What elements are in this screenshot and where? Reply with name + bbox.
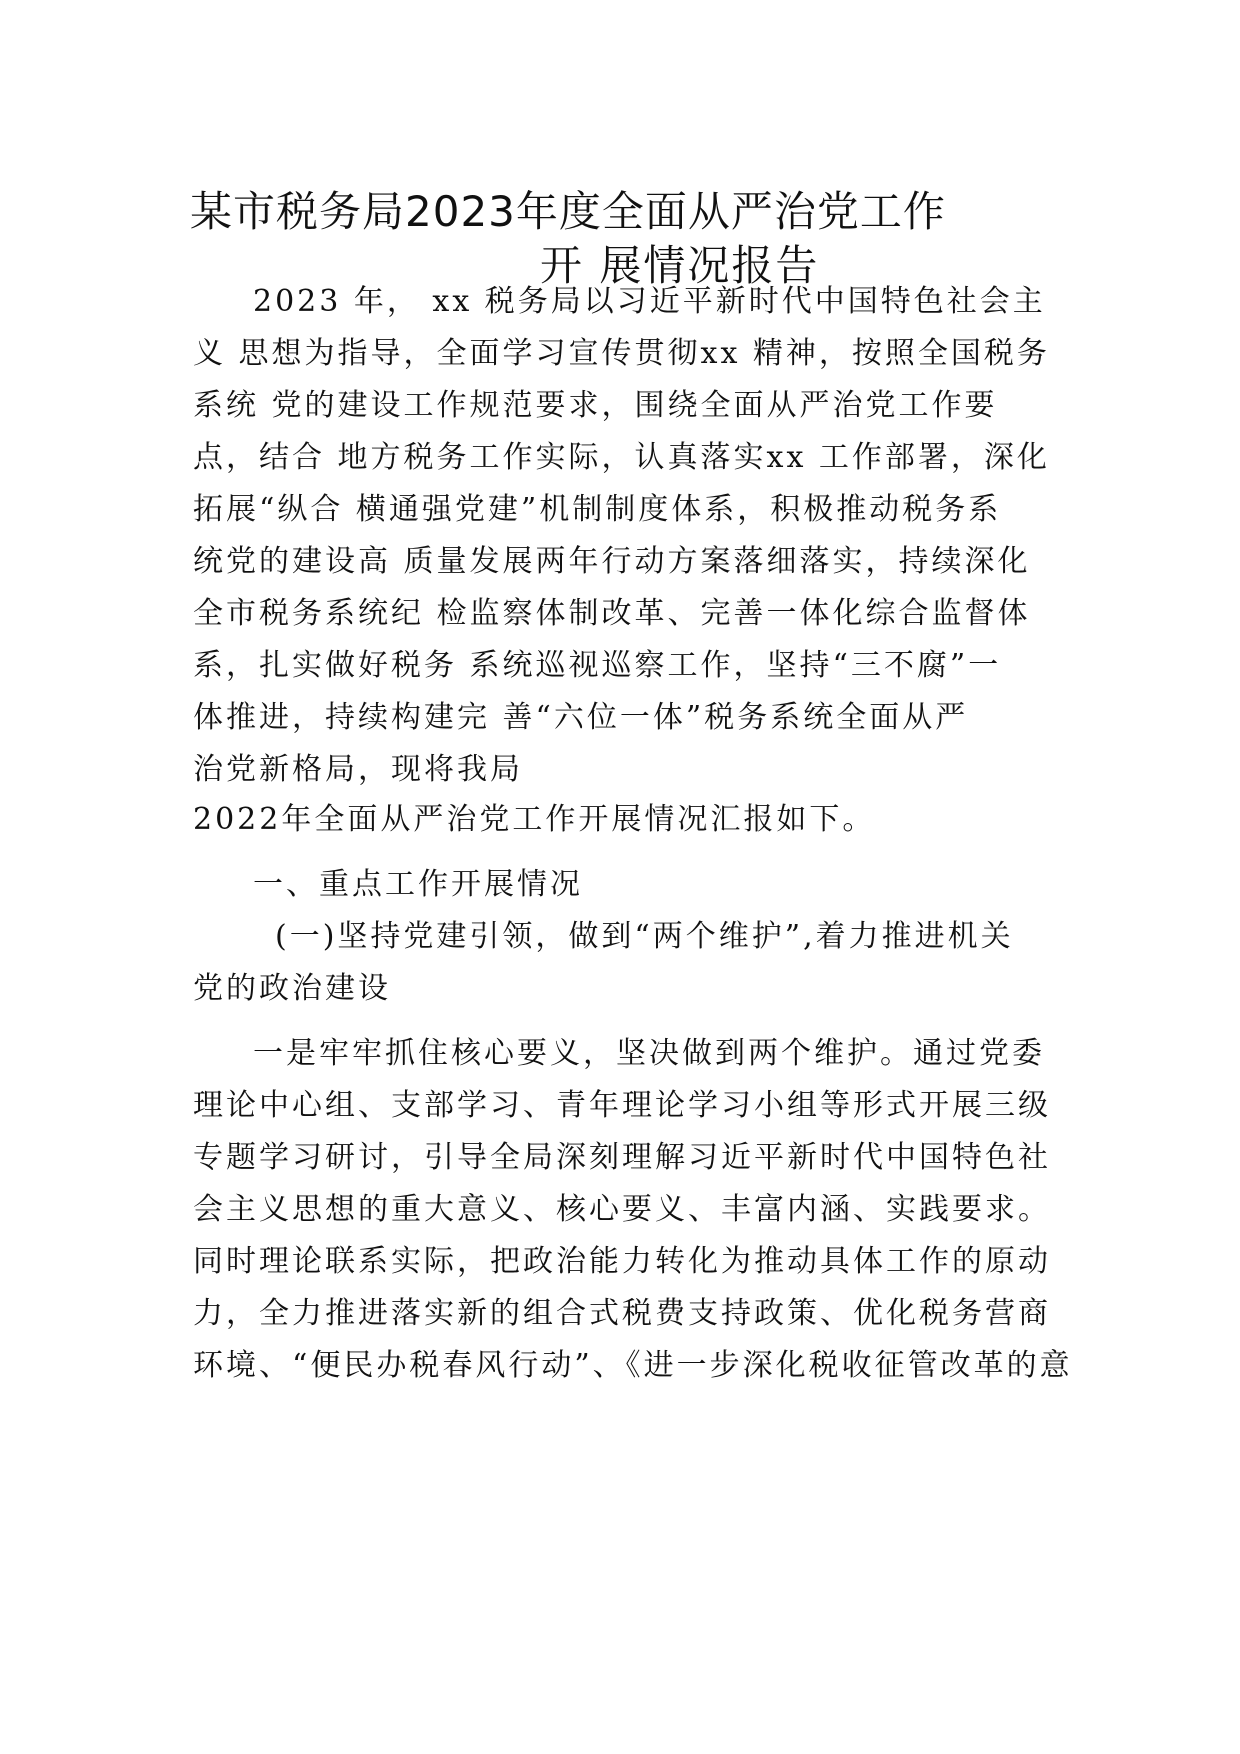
- body-line: 理论中心组、支部学习、青年理论学习小组等形式开展三级: [193, 1088, 1051, 1123]
- document-title-line-2: 开 展情况报告: [540, 241, 820, 290]
- intro-line: 系，扎实做好税务 系统巡视巡察工作，坚持“三不腐”一: [193, 648, 1002, 683]
- section-heading: 一、重点工作开展情况: [253, 867, 583, 902]
- intro-line: 2022年全面从严治党工作开展情况汇报如下。: [193, 802, 876, 837]
- intro-line: 拓展“纵合 横通强党建”机制制度体系，积极推动税务系: [193, 492, 1002, 527]
- body-line: 力，全力推进落实新的组合式税费支持政策、优化税务营商: [193, 1296, 1051, 1331]
- subsection-heading-line-2: 党的政治建设: [193, 971, 391, 1006]
- body-line: 会主义思想的重大意义、核心要义、丰富内涵、实践要求。: [193, 1192, 1051, 1227]
- intro-line: 全市税务系统纪 检监察体制改革、完善一体化综合监督体: [193, 596, 1031, 631]
- intro-line: 系统 党的建设工作规范要求，围绕全面从严治党工作要: [193, 388, 998, 423]
- intro-line: 义 思想为指导，全面学习宣传贯彻xx 精神，按照全国税务: [193, 336, 1050, 371]
- intro-line: 点，结合 地方税务工作实际，认真落实xx 工作部署，深化: [193, 440, 1050, 475]
- intro-line: 体推进，持续构建完 善“六位一体”税务系统全面从严: [193, 700, 969, 735]
- document-title-line-1: 某市税务局2023年度全面从严治党工作: [190, 187, 946, 236]
- intro-line: 治党新格局，现将我局: [193, 752, 523, 787]
- body-line: 一是牢牢抓住核心要义，坚决做到两个维护。通过党委: [253, 1036, 1045, 1071]
- body-line: 同时理论联系实际，把政治能力转化为推动具体工作的原动: [193, 1244, 1051, 1279]
- body-line: 专题学习研讨，引导全局深刻理解习近平新时代中国特色社: [193, 1140, 1051, 1175]
- body-line: 环境、“便民办税春风行动”、《进一步深化税收征管改革的意: [193, 1348, 1073, 1383]
- intro-line: 2023 年， xx 税务局以习近平新时代中国特色社会主: [253, 284, 1046, 319]
- subsection-heading-line-1: (一)坚持党建引领，做到“两个维护”,着力推进机关: [275, 919, 1014, 954]
- intro-line: 统党的建设高 质量发展两年行动方案落细落实，持续深化: [193, 544, 1031, 579]
